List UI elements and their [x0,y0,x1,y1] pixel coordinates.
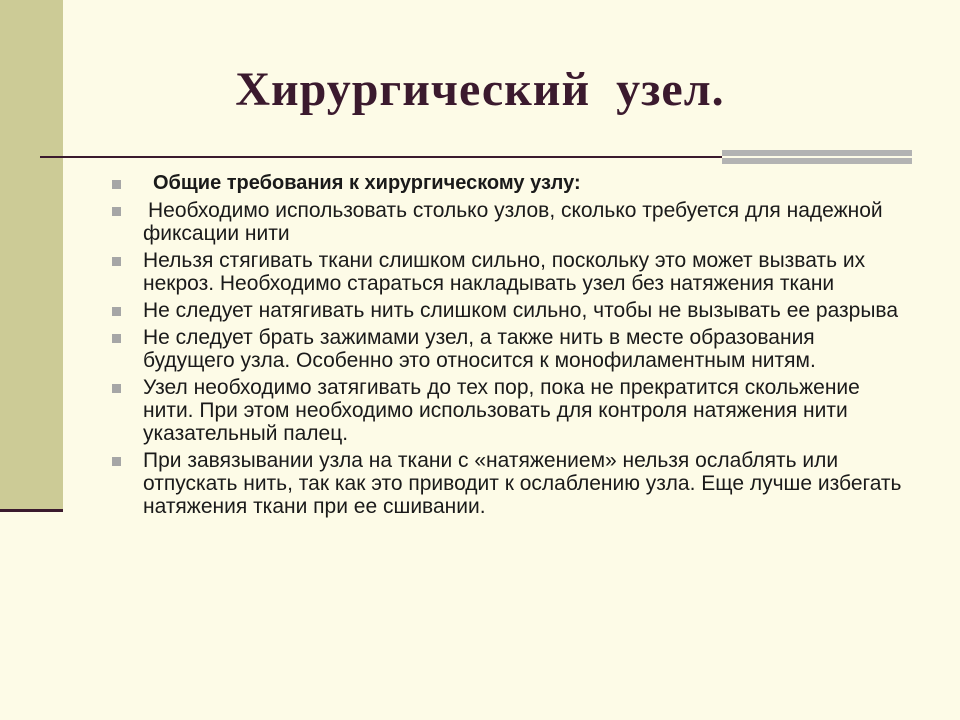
slide-title: Хирургический узел. [235,63,725,116]
title-divider-accent-gap [722,156,912,158]
list-item [112,249,912,295]
list-item [112,199,912,245]
left-band-underline [0,509,63,512]
list-item-text: Общие требования к хирургическому узлу: [153,172,581,194]
square-bullet-icon [112,207,121,216]
square-bullet-icon [112,457,121,466]
list-item [112,172,912,195]
list-item-text: Не следует натягивать нить слишком сильно, чтобы не вызывать ее разрыва [143,299,899,322]
list-item-text: Не следует брать зажимами узел, а также нить в месте образования будущего узла. Особенно это относится к монофиламентным нитям. [143,326,816,372]
list-item [112,449,912,518]
list-item-text: Необходимо использовать столько узлов, сколько требуется для надежной фиксации нити [143,199,883,245]
square-bullet-icon [112,180,121,189]
list-item-text: При завязывании узла на ткани с «натяжением» нельзя ослаблять или отпускать нить, так как это приводит к ослаблению узла. Еще лучше избегать натяжения ткани при ее сшивании. [143,449,902,518]
list-item [112,299,912,322]
list-item-text: Нельзя стягивать ткани слишком сильно, поскольку это может вызвать их некроз. Необходимо стараться накладывать узел без натяжения ткани [143,249,866,295]
square-bullet-icon [112,334,121,343]
square-bullet-icon [112,257,121,266]
list-item [112,326,912,372]
bullet-list [112,172,912,522]
list-item-text: Узел необходимо затягивать до тех пор, пока не прекратится скольжение нити. При этом необходимо использовать для контроля натяжения нити указательный палец. [143,376,860,445]
square-bullet-icon [112,307,121,316]
list-item [112,376,912,445]
square-bullet-icon [112,384,121,393]
